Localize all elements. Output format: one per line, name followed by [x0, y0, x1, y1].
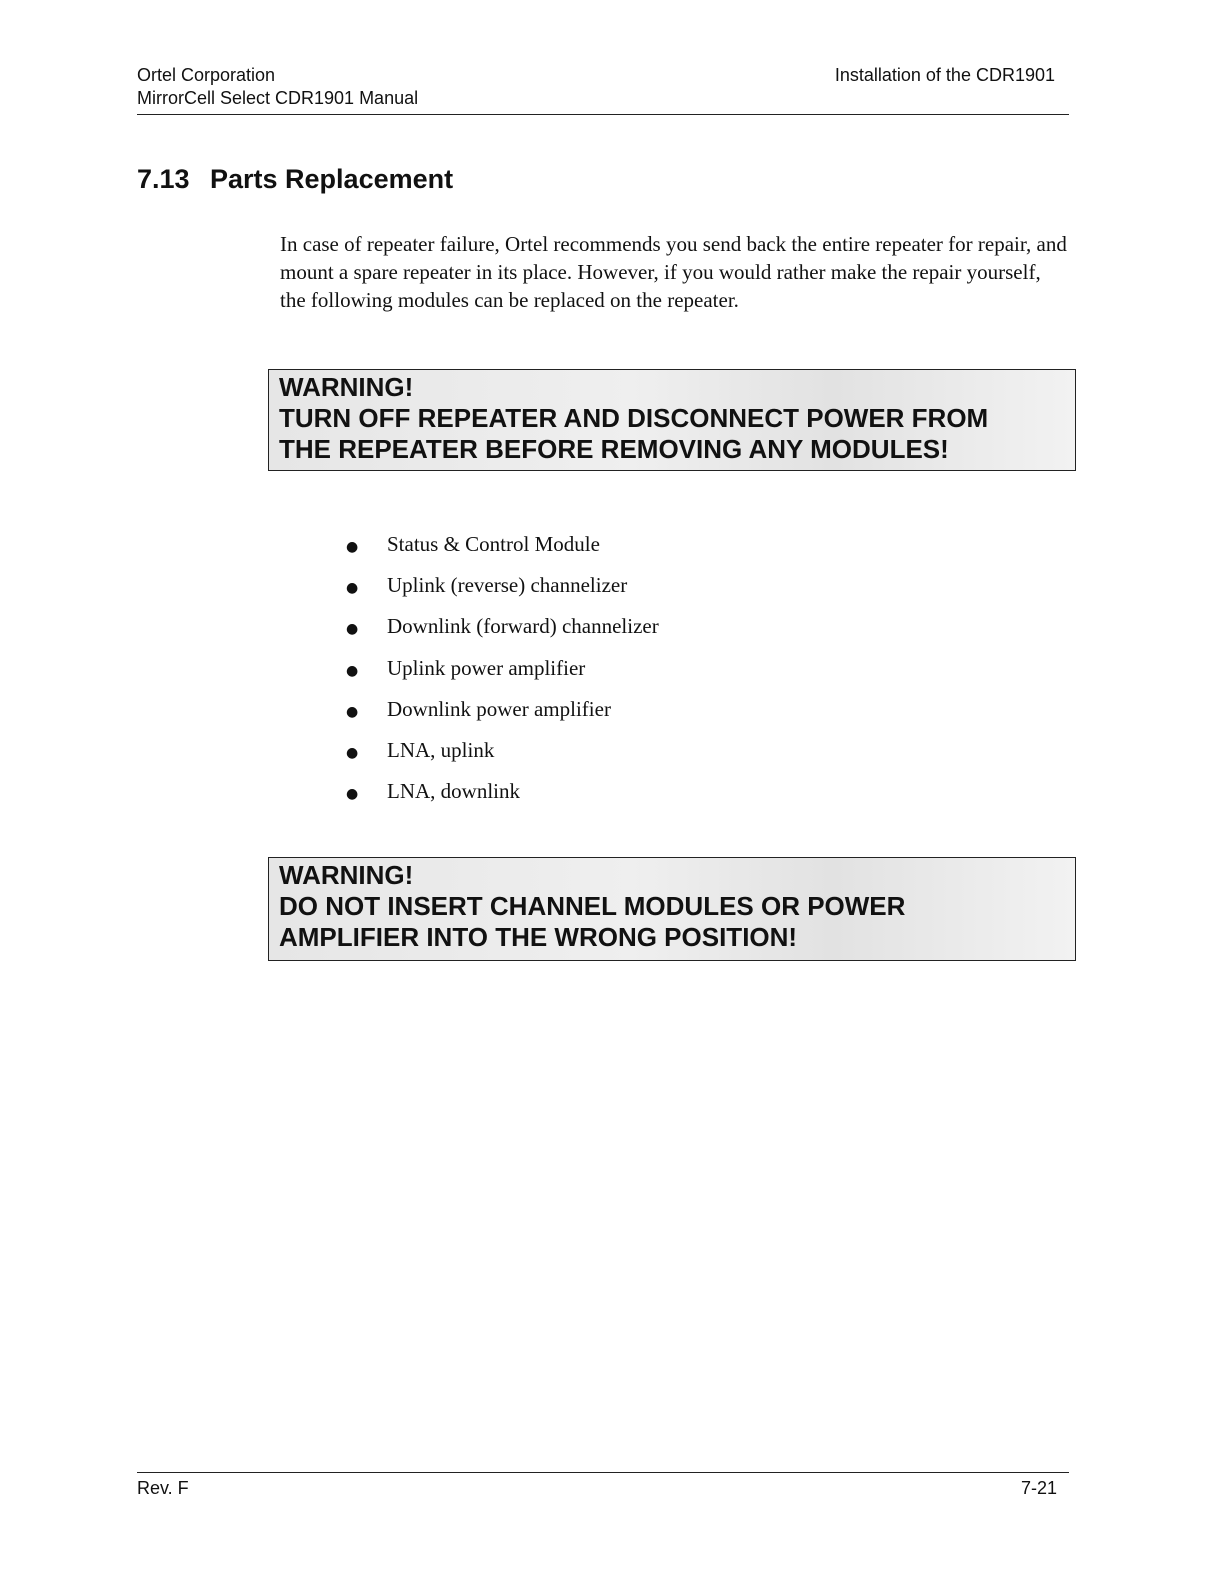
module-name: LNA, downlink — [387, 779, 520, 804]
module-name: LNA, uplink — [387, 737, 495, 762]
page-header — [137, 64, 1069, 115]
header-company: Ortel Corporation — [137, 65, 276, 85]
warning-heading: WARNING! — [279, 372, 414, 402]
list-item — [346, 609, 659, 650]
list-item — [346, 568, 659, 609]
warning-heading: WARNING! — [279, 860, 414, 890]
warning-line: TURN OFF REPEATER AND DISCONNECT POWER FROM — [279, 403, 989, 433]
section-number: 7.13 — [137, 164, 190, 194]
list-item — [346, 774, 659, 815]
header-manual-title: MirrorCell Select CDR1901 Manual — [137, 88, 419, 108]
header-chapter: Installation of the CDR1901 — [834, 65, 1055, 85]
module-name: Status & Control Module — [387, 532, 600, 556]
footer-revision: Rev. F — [137, 1478, 189, 1498]
list-item — [346, 527, 659, 568]
bullet-icon: ● — [346, 580, 359, 597]
page-footer — [137, 1472, 1069, 1503]
footer-page-number: 7-21 — [1020, 1478, 1057, 1498]
bullet-icon: ● — [346, 703, 359, 720]
module-name: Downlink (forward) channelizer — [387, 614, 659, 639]
list-item — [346, 733, 659, 774]
section-title: Parts Replacement — [210, 164, 454, 194]
bullet-icon: ● — [346, 539, 359, 555]
list-item — [346, 651, 659, 692]
module-list — [346, 527, 659, 815]
module-name: Uplink (reverse) channelizer — [387, 573, 628, 598]
intro-paragraph: In case of repeater failure, Ortel recommends you send back the entire repeater for repair, and mount a spare repeater in its place. However, if you would rather make the repair yourself, the following modules can be replaced on the repeater. — [280, 232, 1067, 312]
warning-box-power — [268, 369, 1076, 471]
warning-line: AMPLIFIER INTO THE WRONG POSITION! — [279, 922, 798, 952]
module-name: Uplink power amplifier — [387, 655, 586, 680]
warning-line: DO NOT INSERT CHANNEL MODULES OR POWER — [279, 891, 906, 921]
header-left — [137, 64, 418, 110]
bullet-icon: ● — [346, 786, 359, 803]
bullet-icon: ● — [346, 744, 359, 761]
warning-box-position — [268, 857, 1076, 961]
list-item — [346, 692, 659, 733]
bullet-icon: ● — [346, 621, 359, 638]
warning-line: THE REPEATER BEFORE REMOVING ANY MODULES! — [279, 434, 949, 464]
section-heading — [137, 162, 453, 196]
module-name: Downlink power amplifier — [387, 696, 611, 721]
bullet-icon: ● — [346, 662, 359, 679]
